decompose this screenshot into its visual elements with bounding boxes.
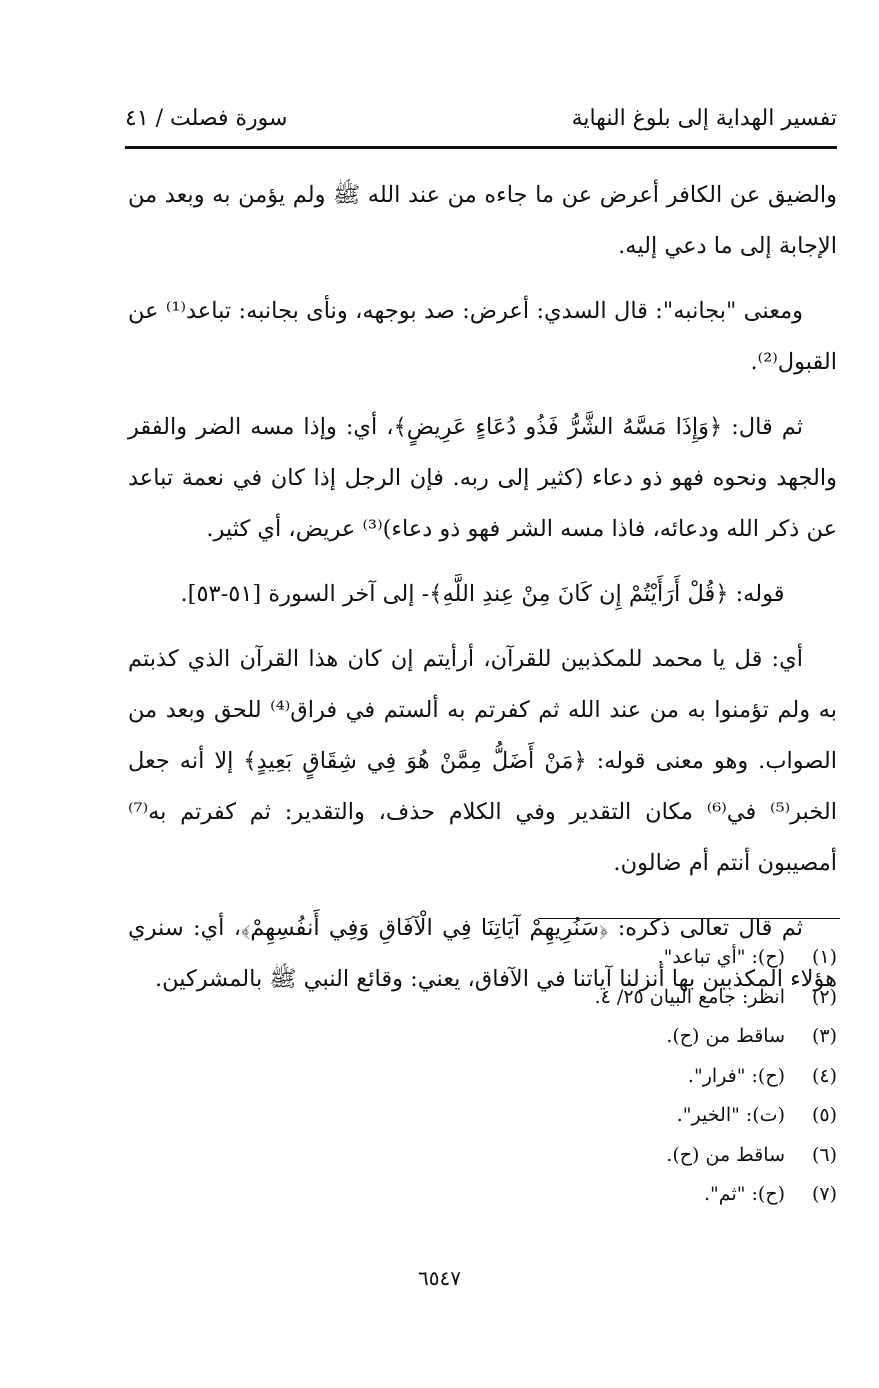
footnote bbox=[517, 1017, 837, 1057]
footnote bbox=[517, 1096, 837, 1136]
footnote-number: (٣) bbox=[811, 1025, 837, 1047]
footnote-number: (٢) bbox=[811, 985, 837, 1008]
paragraph: ثم قال تعالى ذكره: ﴿سَنُرِيهِمْ آيَاتِنَا فِي الْآفَاقِ وَفِي أَنفُسِهِمْ﴾، أي: سنري هؤلاء المكذبين بها أنزلنا آياتنا في الآفاق، يعني: وقائع النبي ﷺ بالمشركين. bbox=[128, 915, 837, 992]
footnote bbox=[517, 1175, 837, 1215]
footnote-text: ساقط من (ح). bbox=[666, 1025, 785, 1047]
paragraph: قوله: ﴿قُلْ أَرَأَيْتُمْ إِن كَانَ مِنْ عِندِ اللَّهِ﴾- إلى آخر السورة [٥١-٥٣]. bbox=[180, 581, 785, 607]
footnote-number: (٧) bbox=[811, 1183, 837, 1205]
paragraph: أي: قل يا محمد للمكذبين للقرآن، أرأيتم إن كان هذا القرآن الذي كذبتم به ولم تؤمنوا به من عند الله ثم كفرتم به ألستم في فراق⁽⁴⁾ للحق وبعد من الصواب. وهو معنى قوله: ﴿مَنْ أَضَلُّ مِمَّنْ هُوَ فِي شِقَاقٍ بَعِيدٍ﴾ إلا أنه جعل الخبر⁽⁵⁾ في⁽⁶⁾ مكان التقدير وفي الكلام حذف، والتقدير: ثم كفرتم به⁽⁷⁾ أمصيبون أنتم أم ضالون. bbox=[128, 646, 837, 876]
paragraph: والضيق عن الكافر أعرض عن ما جاءه من عند الله ﷺ ولم يؤمن به وبعد من الإجابة إلى ما دعي إليه. bbox=[128, 182, 837, 259]
footnote-rule bbox=[538, 918, 840, 919]
footnote-text: (ت): "الخير". bbox=[676, 1104, 785, 1126]
footnote-number: (٥) bbox=[811, 1104, 837, 1126]
footnote bbox=[517, 978, 837, 1018]
footnote-text: (ح): "فرار". bbox=[687, 1064, 785, 1087]
footnote-number: (١) bbox=[811, 946, 837, 968]
footnote bbox=[517, 938, 837, 978]
footnote-text: ساقط من (ح). bbox=[666, 1143, 785, 1166]
footnote-text: انظر: جامع البيان ٢٥/ ٤. bbox=[594, 985, 785, 1008]
surah-label: سورة فصلت / ٤١ bbox=[125, 106, 288, 131]
book-title: تفسير الهداية إلى بلوغ النهاية bbox=[571, 106, 837, 131]
footnote-text: (ح): "أي تباعد". bbox=[657, 946, 785, 968]
footnote-text: (ح): "ثم". bbox=[704, 1183, 785, 1205]
main-text bbox=[128, 170, 837, 1019]
footnote bbox=[517, 1057, 837, 1097]
paragraph: ثم قال: ﴿وَإِذَا مَسَّهُ الشَّرُّ فَذُو دُعَاءٍ عَرِيضٍ﴾، أي: وإذا مسه الضر والفقر والجهد ونحوه فهو ذو دعاء (كثير إلى ربه. فإن الرجل إذا كان في نعمة تباعد عن ذكر الله ودعائه، فاذا مسه الشر فهو ذو دعاء)⁽³⁾ عريض، أي كثير. bbox=[128, 414, 837, 542]
paragraph: ومعنى "بجانبه": قال السدي: أعرض: صد بوجهه، ونأى بجانبه: تباعد⁽¹⁾ عن القبول⁽²⁾. bbox=[128, 298, 837, 375]
footnote-number: (٤) bbox=[811, 1064, 837, 1087]
header-rule bbox=[125, 146, 837, 149]
footnote bbox=[517, 1136, 837, 1176]
footnotes-list bbox=[517, 938, 837, 1215]
running-header bbox=[125, 106, 837, 140]
page-number: ٦٥٤٧ bbox=[418, 1266, 461, 1290]
footnote-number: (٦) bbox=[811, 1143, 837, 1166]
